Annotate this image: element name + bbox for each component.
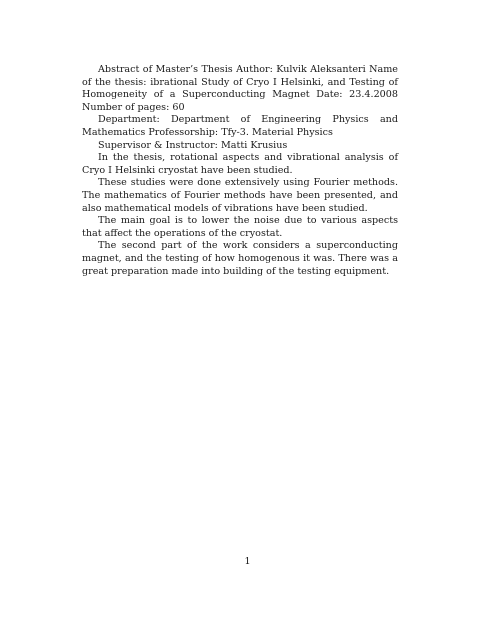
page-number: 1 (244, 556, 251, 567)
abstract-paragraph-header: Abstract of Master’s Thesis Author: Kulvik Aleksanteri Name of the thesis: ibrational Study of Cryo I Helsinki, and Testing of Homogeneity of a Superconducting Magnet Date: 23.4.2008 Number of pages: 60 (82, 64, 398, 113)
abstract-paragraph-supervisor: Supervisor & Instructor: Matti Krusius (98, 139, 288, 151)
abstract-text (82, 64, 398, 278)
abstract-paragraph-second-part: The second part of the work considers a superconducting magnet, and the testing of how homogenous it was. There was a great preparation made into building of the testing equipment. (82, 240, 398, 277)
abstract-paragraph-methods: These studies were done extensively using Fourier methods. The mathematics of Fourier methods have been presented, and also mathematical models of vibrations have been studied. (82, 177, 398, 214)
abstract-paragraph-goal: The main goal is to lower the noise due to various aspects that affect the operations of the cryostat. (82, 215, 398, 239)
abstract-paragraph-department: Department: Department of Engineering Physics and Mathematics Professorship: Tfy-3. Material Physics (82, 114, 398, 138)
abstract-paragraph-thesis-scope: In the thesis, rotational aspects and vibrational analysis of Cryo I Helsinki cryostat have been studied. (82, 152, 398, 176)
